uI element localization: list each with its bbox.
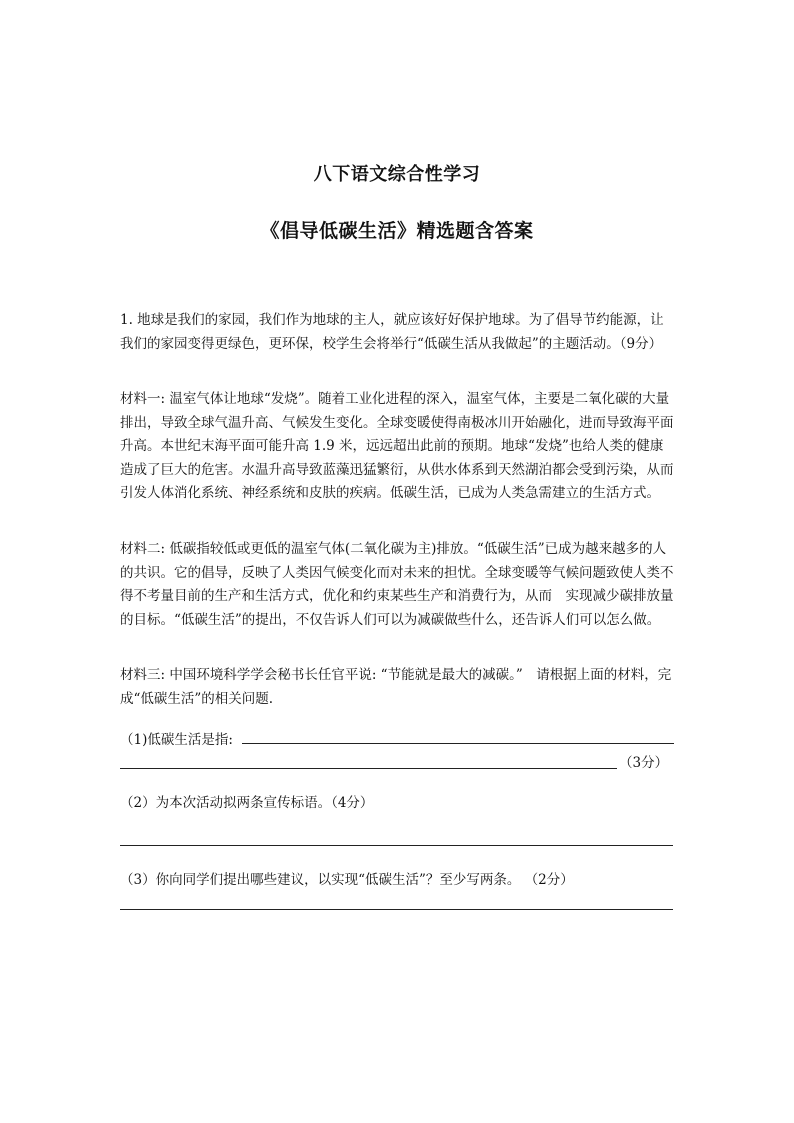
answer-line-1b[interactable]: [120, 768, 617, 769]
material-three: 材料三: 中国环境科学学会秘书长任官平说: “节能就是最大的减碳。” 请根据上面的材料，完成“低碳生活”的相关问题.: [120, 667, 672, 707]
question-2-prompt: （2）为本次活动拟两条宣传标语。（4分）: [120, 795, 374, 811]
document-subtitle: 《倡导低碳生活》精选题含答案: [260, 220, 534, 242]
question-intro: 1. 地球是我们的家园，我们作为地球的主人，就应该好好保护地球。为了倡导节约能源，让我们的家园变得更绿色，更环保，校学生会将举行“低碳生活从我做起”的主题活动。（9分）: [120, 312, 664, 352]
material-one: 材料一: 温室气体让地球“发烧”。随着工业化进程的深入，温室气体，主要是二氧化碳的大量排出，导致全球气温升高、气候发生变化。全球变暖使得南极冰川开始融化，进而导致海平面升高。本世纪末海平面可能升高 1.9 米，远远超出此前的预期。地球“发烧”也给人类的健康造成了巨大的危害。水温升高导致蓝藻迅猛繁衍，从供水体系到天然湖泊都会受到污染，从而引发人体消化系统、神经系统和皮肤的疾病。低碳生活，已成为人类急需建立的生活方式。: [120, 391, 674, 501]
question-1-prompt: （1)低碳生活是指:: [120, 732, 233, 748]
answer-line-1a[interactable]: [242, 743, 674, 744]
material-two: 材料二: 低碳指较低或更低的温室气体(二氧化碳为主)排放。“低碳生活”已成为越来越多的人的共识。它的倡导，反映了人类因气候变化而对未来的担忧。全球变暖等气候问题致使人类不得不考量目前的生产和生活方式，优化和约束某些生产和消费行为，从而 实现减少碳排放量的目标。“低碳生活”的提出，不仅告诉人们可以为减碳做些什么，还告诉人们可以怎么做。: [120, 541, 674, 628]
question-1-score: （3分）: [619, 755, 669, 771]
answer-line-2[interactable]: [120, 845, 673, 846]
answer-line-3[interactable]: [120, 909, 673, 910]
document-title: 八下语文综合性学习: [313, 164, 481, 185]
question-3-prompt: （3）你向同学们提出哪些建议，以实现“低碳生活”？至少写两条。 （2分）: [120, 872, 574, 888]
